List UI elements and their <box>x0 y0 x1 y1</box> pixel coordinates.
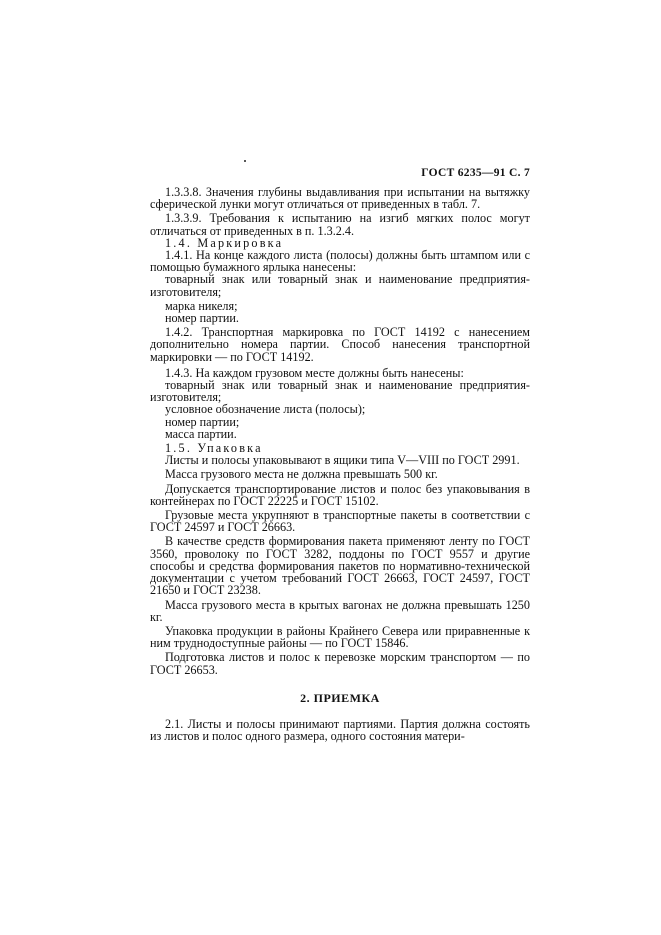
paragraph-1-4-1: 1.4.1. На конце каждого листа (полосы) должны быть штампом или с помощью бумажного ярлыка нанесены: <box>150 248 530 275</box>
list-item: товарный знак или товарный знак и наименование предприятия-изготовителя; <box>150 272 530 299</box>
paragraph: Листы и полосы упаковывают в ящики типа V—VIII по ГОСТ 2991. <box>165 453 520 468</box>
paragraph-1-4-2: 1.4.2. Транспортная маркировка по ГОСТ 14192 с нанесением дополнительно номера партии. Способ нанесения транспортной маркировки — по ГОСТ 14192. <box>150 325 530 364</box>
subsection-heading-marking: 1.4. Маркировка <box>165 235 284 250</box>
section-title: 2. ПРИЕМКА <box>300 690 380 705</box>
paragraph: Упаковка продукции в районы Крайнего Севера или приравненные к ним труднодоступные районы — по ГОСТ 15846. <box>150 623 530 651</box>
paragraph: Допускается транспортирование листов и полос без упаковывания в контейнерах по ГОСТ 22225 и ГОСТ 15102. <box>150 481 530 508</box>
list-item: масса партии. <box>165 426 237 441</box>
list-item: номер партии. <box>165 311 239 326</box>
paragraph-1-3-3-8: 1.3.3.8. Значения глубины выдавливания при испытании на вытяжку сферической лунки могут отличаться от приведенных в табл. 7. <box>150 185 530 212</box>
paragraph: Масса грузового места в крытых вагонах не должна превышать 1250 кг. <box>150 597 530 624</box>
scan-speck <box>244 160 246 162</box>
paragraph: В качестве средств формирования пакета применяют ленту по ГОСТ 3560, проволоку по ГОСТ 3282, поддоны по ГОСТ 9557 и другие способы и средства формирования пакетов по нормативно-технической документации с учетом требований ГОСТ 26663, ГОСТ 24597, ГОСТ 21650 и ГОСТ 23238. <box>150 534 530 598</box>
body-text <box>150 186 530 742</box>
running-head: ГОСТ 6235—91 С. 7 <box>421 167 530 179</box>
subsection-heading-packing: 1.5. Упаковка <box>165 441 263 456</box>
paragraph: Грузовые места укрупняют в транспортные пакеты в соответствии с ГОСТ 24597 и ГОСТ 26663. <box>150 508 530 535</box>
list-item: условное обозначение листа (полосы); <box>165 402 366 417</box>
paragraph: Подготовка листов и полос к перевозке морским транспортом — по ГОСТ 26653. <box>150 650 530 677</box>
list-item: номер партии; <box>165 414 240 429</box>
list-item: марка никеля; <box>165 298 238 313</box>
paragraph-1-4-3: 1.4.3. На каждом грузовом месте должны быть нанесены: <box>165 365 464 380</box>
list-item: товарный знак или товарный знак и наименование предприятия-изготовителя; <box>150 378 530 405</box>
paragraph: Масса грузового места не должна превышать 500 кг. <box>165 467 438 482</box>
paragraph-1-3-3-9: 1.3.3.9. Требования к испытанию на изгиб мягких полос могут отличаться от приведенных в п. 1.3.2.4. <box>150 211 530 238</box>
paragraph-2-1: 2.1. Листы и полосы принимают партиями. Партия должна состоять из листов и полос одного размера, одного состояния матери- <box>150 716 530 744</box>
